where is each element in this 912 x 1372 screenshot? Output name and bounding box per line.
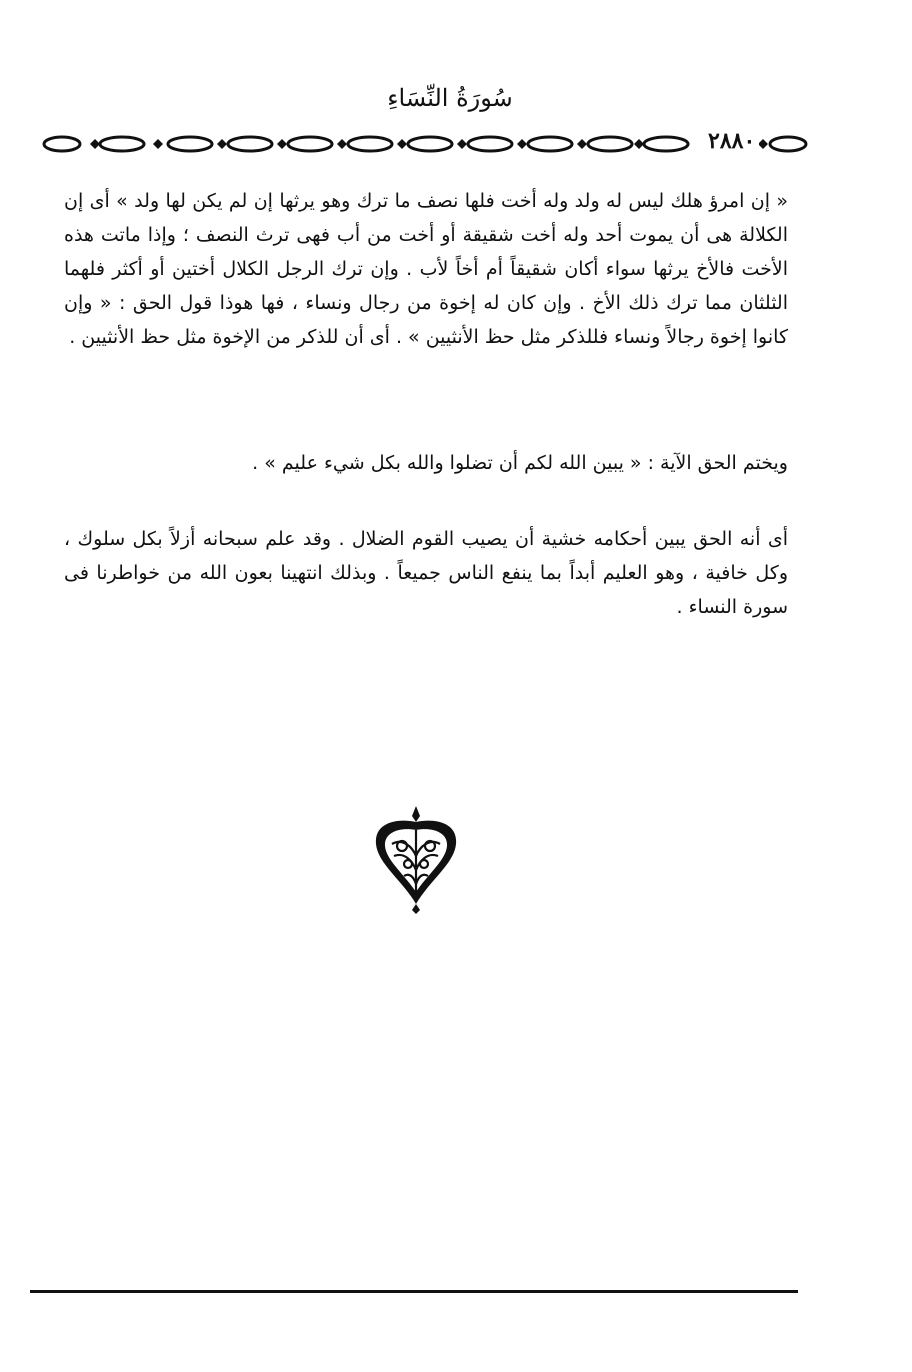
surah-title: سُورَةُ النِّسَاءِ	[387, 84, 513, 112]
ornamental-header-rule	[40, 126, 810, 162]
paragraph-3: أى أنه الحق يبين أحكامه خشية أن يصيب القوم الضلال . وقد علم سبحانه أزلاً بكل سلوك ، وكل خافية ، وهو العليم أبداً بما ينفع الناس جميعاً . وبذلك انتهينا بعون الله من خواطرنا فى سورة النساء .	[64, 528, 788, 618]
page-number: ٢٨٨٠	[704, 128, 759, 154]
paragraph-1: « إن امرؤ هلك ليس له ولد وله أخت فلها نصف ما ترك وهو يرثها إن لم يكن لها ولد » أى إن الكلالة هى أن يموت أحد وله أخت شقيقة أو أخت من أب فهى ترث النصف ؛ وإذا ماتت هذه الأخت فالأخ يرثها سواء أكان شقيقاً أم أخاً لأب . وإن ترك الرجل الكلال أختين أو أكثر فلهما الثلثان مما ترك ذلك الأخ . وإن كان له إخوة من رجال ونساء ، فها هوذا قول الحق : « وإن كانوا إخوة رجالاً ونساء فللذكر مثل حظ الأنثيين » . أى أن للذكر من الإخوة مثل حظ الأنثيين .	[64, 190, 788, 348]
footer-rule	[30, 1290, 798, 1293]
arabesque-ornament-icon	[368, 800, 464, 915]
paragraph-2: ويختم الحق الآية : « يبين الله لكم أن تضلوا والله بكل شيء عليم » .	[252, 452, 788, 474]
